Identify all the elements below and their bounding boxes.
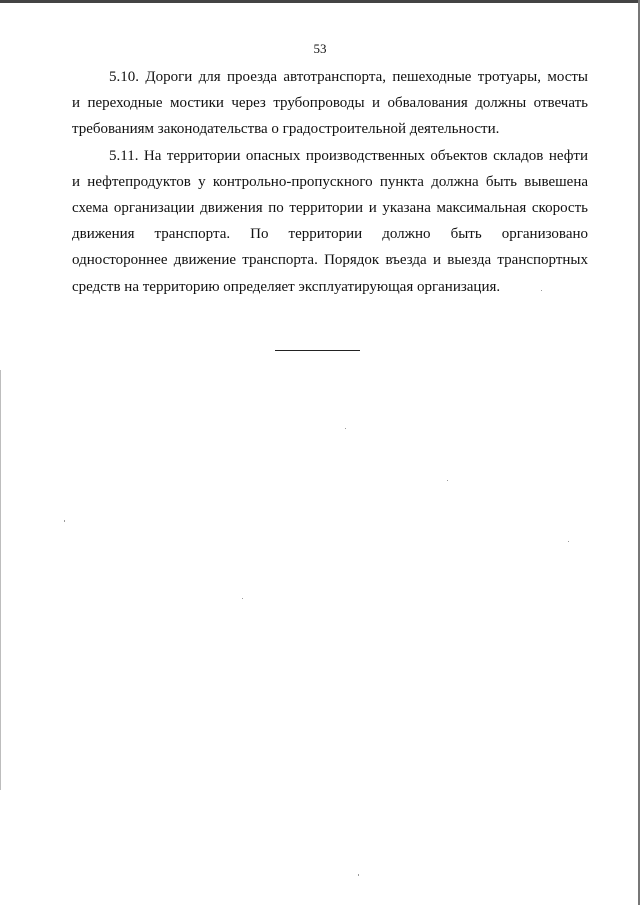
scan-speck: [447, 480, 448, 481]
clause-line: 5.11. На территории опасных производственных объектов складов нефти: [109, 147, 588, 164]
clause-line: 5.10. Дороги для проезда автотранспорта, пешеходные тротуары, мосты: [109, 69, 588, 85]
clause-line: движения транспорта. По территории должно быть организовано: [72, 226, 588, 243]
scan-speck: [541, 290, 542, 291]
scan-edge-left: [0, 370, 1, 790]
document-body: [72, 64, 588, 300]
scan-speck: [64, 520, 65, 522]
scan-edge-top: [0, 0, 640, 3]
clause-line: одностороннее движение транспорта. Порядок въезда и выезда транспортных: [72, 252, 588, 269]
clause-line: и нефтепродуктов у контрольно-пропускного пункта должна быть вывешена: [72, 173, 588, 190]
clause-5-10: [72, 64, 588, 143]
clause-line: средств на территорию определяет эксплуатирующая организация.: [72, 278, 501, 295]
clause-line: и переходные мостики через трубопроводы и обвалования должны отвечать: [72, 95, 588, 112]
scan-speck: [358, 874, 359, 876]
scan-speck: [242, 598, 243, 599]
end-separator-line: [275, 350, 360, 351]
clause-line: схема организации движения по территории и указана максимальная скорость: [72, 199, 588, 216]
clause-5-11: [72, 143, 588, 300]
scan-speck: [568, 541, 569, 542]
scan-speck: [345, 428, 346, 429]
page-number: 53: [313, 41, 327, 56]
clause-line: требованиям законодательства о градостроительной деятельности.: [72, 121, 500, 138]
